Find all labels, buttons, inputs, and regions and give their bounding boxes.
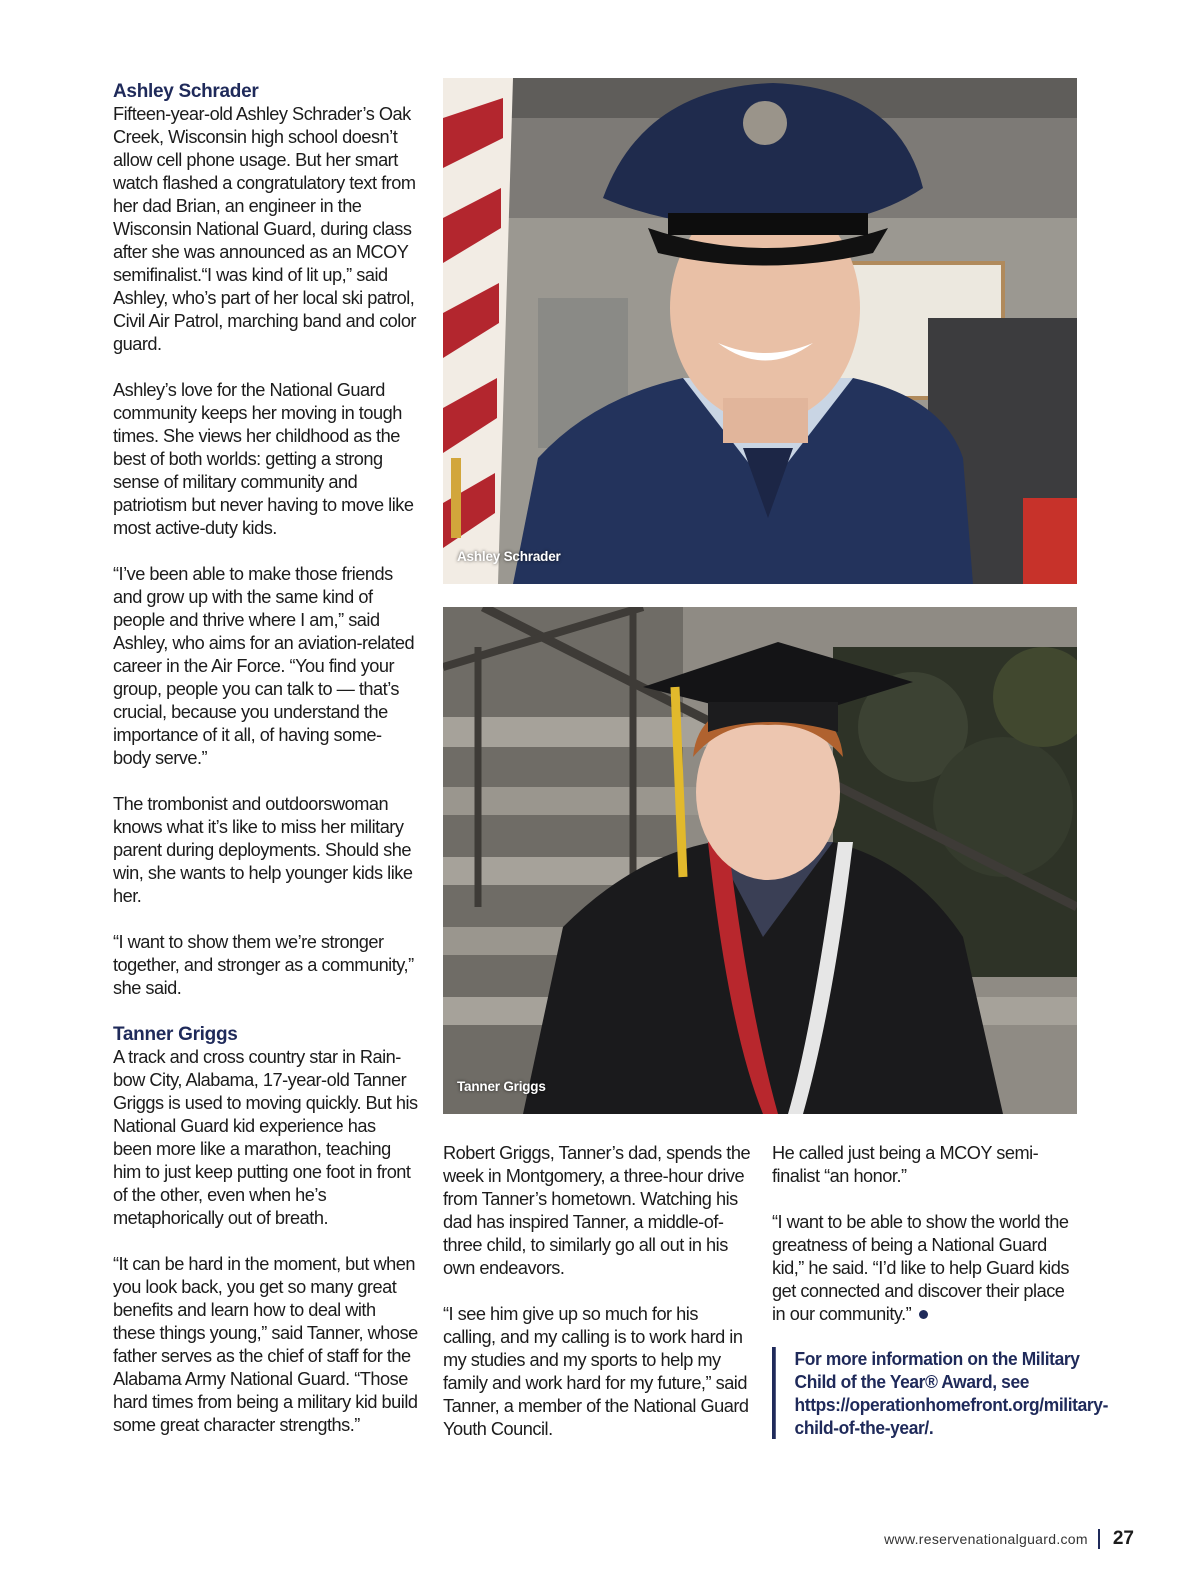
- middle-column: [443, 1142, 753, 1441]
- ashley-paragraph: “I want to show them we’re stronger together, and stronger as a community,” she said.: [113, 932, 414, 998]
- page-number: 27: [1112, 1528, 1134, 1549]
- ashley-photo: [443, 78, 1077, 584]
- tanner-paragraph: [772, 1211, 1077, 1326]
- tanner-paragraph: He called just being a MCOY semi-finalist “an honor.”: [772, 1143, 1039, 1186]
- tanner-photo-caption: Tanner Griggs: [457, 1079, 546, 1094]
- tanner-photo: [443, 607, 1077, 1114]
- tanner-photo-illustration: [443, 607, 1077, 1114]
- tanner-paragraph: A track and cross country star in Rain-bow City, Alabama, 17-year-old Tanner Griggs is used to moving quickly. But his National Guard kid experience has been more like a marathon, teaching him to just keep putting one foot in front of the other, even when he’s metaphorically out of breath.: [113, 1047, 418, 1228]
- info-callout-text: For more information on the Military Child of the Year® Award, see: [794, 1348, 1080, 1392]
- ashley-paragraph: Fifteen-year-old Ashley Schrader’s Oak Creek, Wisconsin high school doesn’t allow cell phone usage. But her smart watch flashed a congratulatory text from her dad Brian, an engineer in the Wisconsin National Guard, during class after she was announced as an MCOY semifinalist.“I was kind of lit up,” said Ashley, who’s part of her local ski patrol, Civil Air Patrol, marching band and color guard.: [113, 104, 416, 354]
- right-column: [772, 1142, 1077, 1326]
- tanner-heading: Tanner Griggs: [113, 1024, 238, 1045]
- info-callout: [772, 1347, 1109, 1439]
- ashley-photo-caption: Ashley Schrader: [457, 549, 561, 564]
- left-column: [113, 80, 418, 1437]
- ashley-paragraph: The trombonist and outdoorswoman knows what it’s like to miss her military parent during deployments. Should she win, she wants to help younger kids like her.: [113, 794, 413, 906]
- tanner-paragraph: Robert Griggs, Tanner’s dad, spends the week in Montgomery, a three-hour drive from Tanner’s hometown. Watching his dad has inspired Tanner, a middle-of-three child, to similarly go all out in his own endeavors.: [443, 1143, 751, 1278]
- tanner-paragraph: “It can be hard in the moment, but when you look back, you get so many great benefits and learn how to deal with these things young,” said Tanner, whose father serves as the chief of staff for the Alabama Army National Guard. “Those hard times from being a military kid build some great character strengths.”: [113, 1254, 418, 1435]
- page-footer: [884, 1528, 1134, 1550]
- ashley-photo-illustration: [443, 78, 1077, 584]
- ashley-paragraph: Ashley’s love for the National Guard community keeps her moving in tough times. She views her childhood as the best of both worlds: getting a strong sense of military community and patriotism but never having to move like most active-duty kids.: [113, 380, 414, 538]
- info-callout-link[interactable]: https://operationhomefront.org/military-child-of-the-year/.: [794, 1394, 1109, 1438]
- ashley-heading: Ashley Schrader: [113, 81, 259, 102]
- footer-divider: [1098, 1529, 1100, 1549]
- end-of-article-bullet-icon: [919, 1310, 928, 1319]
- ashley-paragraph: “I’ve been able to make those friends and grow up with the same kind of people and thrive where I am,” said Ashley, who aims for an aviation-related career in the Air Force. “You find your group, people you can talk to — that’s crucial, because you understand the importance of it all, of having some-body serve.”: [113, 564, 415, 768]
- tanner-paragraph: “I see him give up so much for his calling, and my calling is to work hard in my studies and my sports to help my family and work hard for my future,” said Tanner, a member of the National Guard Youth Council.: [443, 1304, 749, 1439]
- tanner-closing-text: “I want to be able to show the world the greatness of being a National Guard kid,” he said. “I’d like to help Guard kids get connected and discover their place in our community.”: [772, 1212, 1069, 1324]
- footer-url[interactable]: www.reservenationalguard.com: [884, 1531, 1088, 1547]
